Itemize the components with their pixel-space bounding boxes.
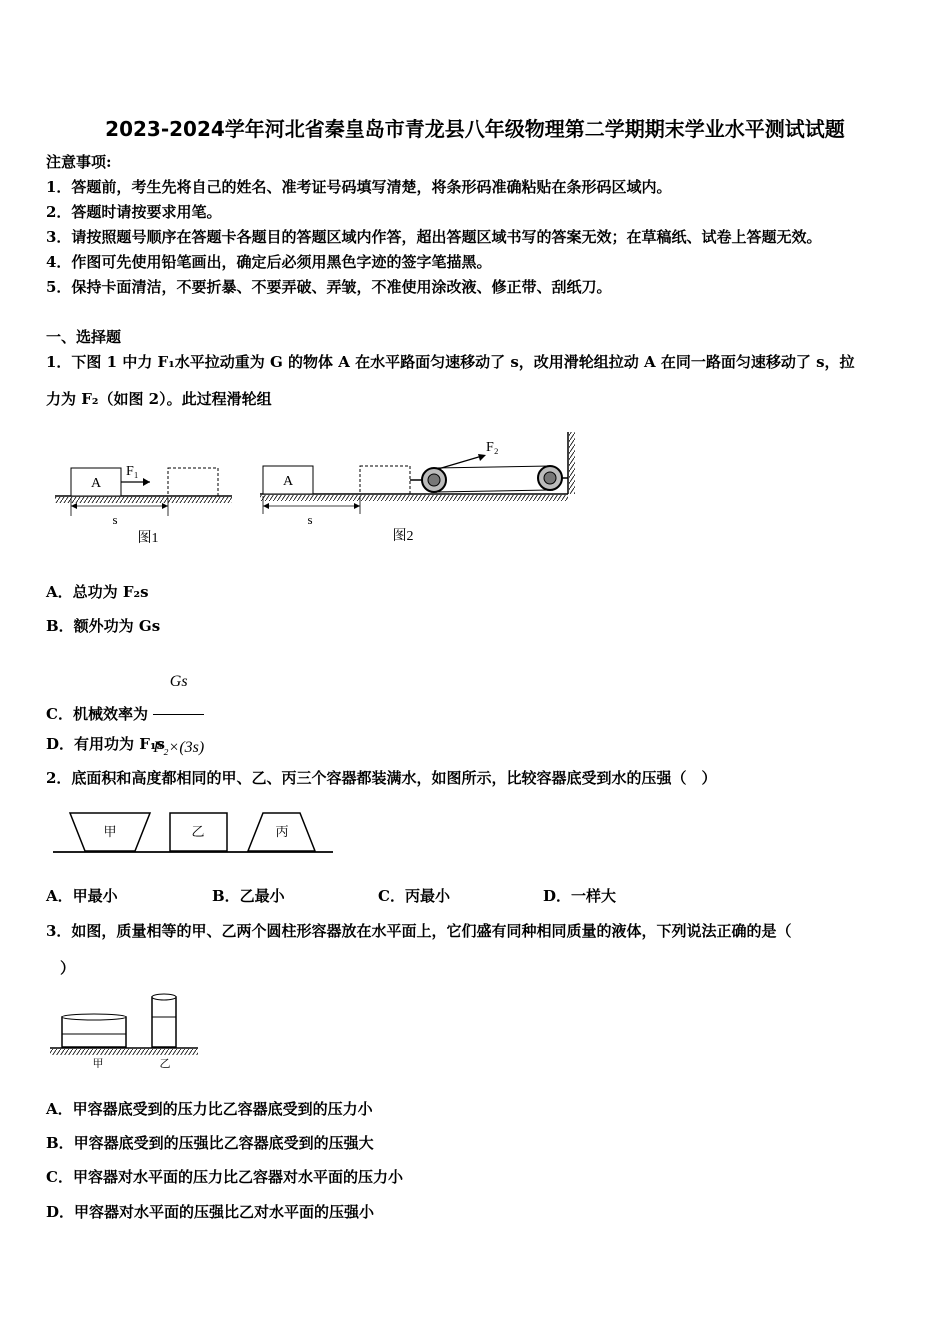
cylinder-jia-label: 甲 (92, 1057, 104, 1068)
q3-figure (48, 990, 203, 1068)
q2-option-d[interactable]: D．一样大 (543, 887, 617, 905)
fraction-denominator: F₂×(3s) (153, 739, 205, 756)
fig2-distance-label: s (307, 512, 313, 527)
container-bing-label: 丙 (275, 825, 289, 840)
fig1 (55, 464, 232, 546)
notice-item: 1．答题前，考生先将自己的姓名、准考证号码填写清楚，将条形码准确粘贴在条形码区域内。 (46, 178, 672, 196)
q1-option-c[interactable] (46, 652, 204, 778)
page-title: 2023-2024学年河北省秦皇岛市青龙县八年级物理第二学期期末学业水平测试试题 (105, 117, 845, 141)
cylinder-yi (152, 997, 176, 1047)
fig1-caption: 图1 (137, 531, 159, 546)
efficiency-fraction (153, 652, 204, 778)
container-yi-label: 乙 (191, 825, 205, 840)
cylinder-yi-label: 乙 (159, 1057, 171, 1068)
fraction-numerator: Gs (153, 652, 204, 715)
q1-option-d[interactable]: D．有用功为 F₁s (46, 735, 165, 753)
fig2 (260, 432, 575, 544)
notice-item: 2．答题时请按要求用笔。 (46, 203, 222, 221)
notice-item: 4．作图可先使用铅笔画出，确定后必须用黑色字迹的签字笔描黑。 (46, 253, 492, 271)
fig1-force-label: F₁ (126, 464, 139, 479)
fig2-block-label: A (282, 474, 294, 489)
q1-option-a[interactable]: A．总功为 F₂s (46, 583, 149, 601)
section-heading: 一、选择题 (46, 328, 122, 346)
cylinder-jia (62, 1017, 126, 1047)
q2-option-c[interactable]: C．丙最小 (378, 887, 450, 905)
fig1-distance-label: s (112, 512, 118, 527)
q1-text: 力为 F₂（如图 2）。此过程滑轮组 (46, 390, 272, 408)
q3-option-d[interactable]: D．甲容器对水平面的压强比乙对水平面的压强小 (46, 1203, 375, 1221)
q2-text: 2．底面积和高度都相同的甲、乙、丙三个容器都装满水，如图所示，比较容器底受到水的压强（ ） (46, 769, 717, 787)
q1-option-c-label: C．机械效率为 (46, 705, 148, 723)
q2-figure (50, 805, 340, 857)
q2-option-b[interactable]: B．乙最小 (212, 887, 285, 905)
notice-item: 3．请按照题号顺序在答题卡各题目的答题区域内作答，超出答题区域书写的答案无效；在草稿纸、试卷上答题无效。 (46, 228, 822, 246)
q3-text: ） (60, 959, 76, 977)
fig2-caption: 图2 (392, 529, 414, 544)
q3-option-c[interactable]: C．甲容器对水平面的压力比乙容器对水平面的压力小 (46, 1168, 403, 1186)
q3-option-b[interactable]: B．甲容器底受到的压强比乙容器底受到的压强大 (46, 1134, 374, 1152)
q2-option-a[interactable]: A．甲最小 (46, 887, 118, 905)
q1-text: 1．下图 1 中力 F₁水平拉动重为 G 的物体 A 在水平路面匀速移动了 s，改用滑轮组拉动 A 在同一路面匀速移动了 s，拉 (46, 353, 855, 371)
q3-option-a[interactable]: A．甲容器底受到的压力比乙容器底受到的压力小 (46, 1100, 373, 1118)
q3-text: 3．如图，质量相等的甲、乙两个圆柱形容器放在水平面上，它们盛有同种相同质量的液体，下列说法正确的是（ (46, 922, 792, 940)
q1-figure (50, 428, 580, 553)
q1-option-b[interactable]: B．额外功为 Gs (46, 617, 161, 635)
notice-heading: 注意事项: (46, 153, 112, 171)
notice-item: 5．保持卡面清洁，不要折暴、不要弄破、弄皱，不准使用涂改液、修正带、刮纸刀。 (46, 278, 612, 296)
container-jia-label: 甲 (103, 825, 117, 840)
fig1-block-label: A (90, 476, 102, 491)
fig2-force-label: F₂ (486, 440, 499, 455)
